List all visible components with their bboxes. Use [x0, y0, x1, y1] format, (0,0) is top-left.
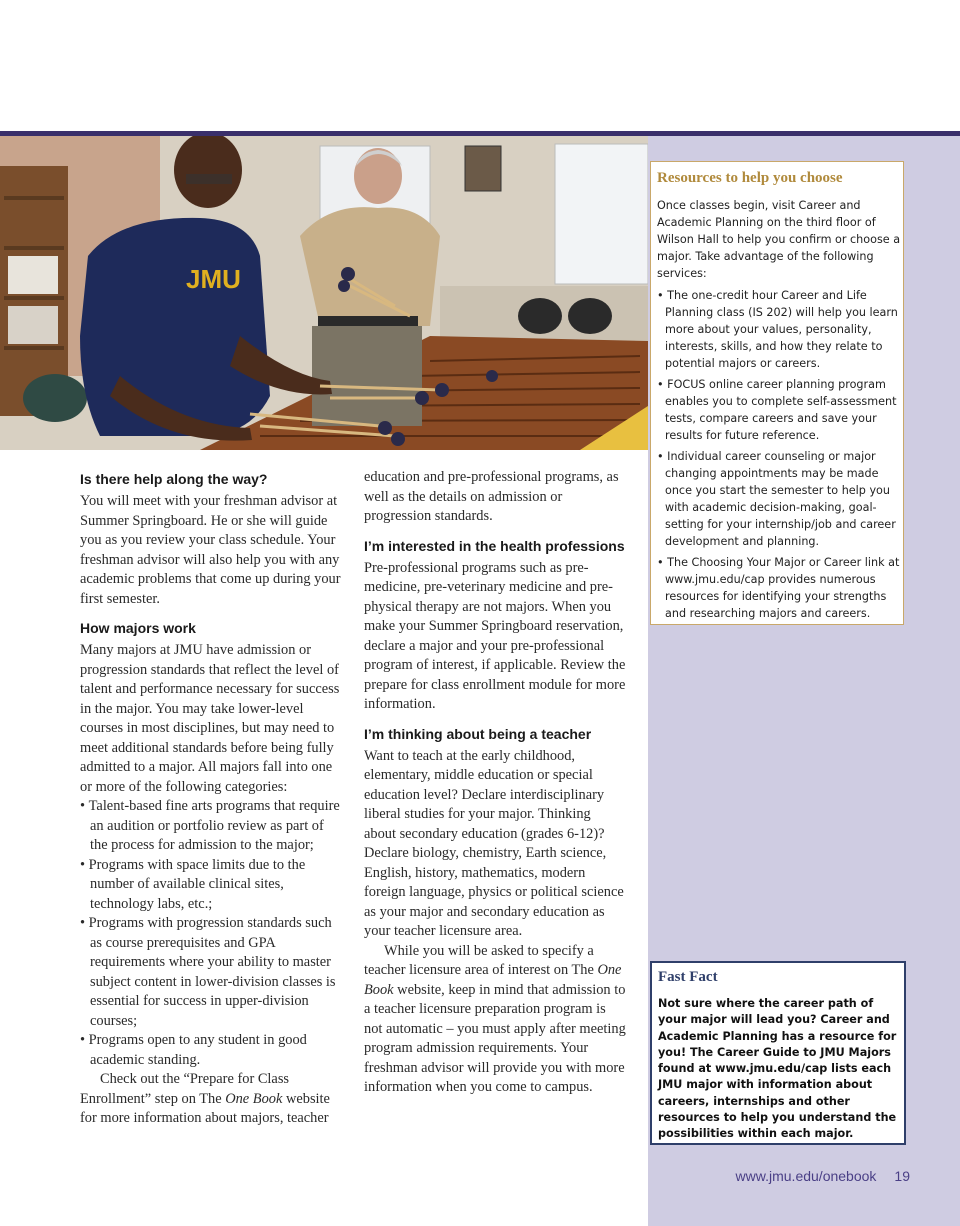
paragraph-help: You will meet with your freshman advisor at Summer Springboard. He or she will guide you as you review your class schedule. Your freshman advisor will also help you with any academic problems that come up during your first semester. — [80, 493, 341, 607]
list-item: • The one-credit hour Career and Life Planning class (IS 202) will help you learn more about your values, personality, interests, skills, and how they relate to potential majors or careers. — [657, 287, 903, 372]
major-categories-list — [80, 797, 342, 1070]
list-item: • Programs with progression standards such as course prerequisites and GPA requirements where your ability to master subject content in lower-division classes is essential for success in upper-division courses; — [80, 914, 342, 1031]
list-item: • Individual career counseling or major changing appointments may be made once you start the semester to help you with academic decision-making, goal-setting for your internship/job and career development and planning. — [657, 448, 903, 550]
one-book-italic: One Book — [364, 962, 622, 998]
fast-fact-title: Fast Fact — [658, 969, 718, 985]
heading-teacher: I’m thinking about being a teacher — [364, 725, 592, 742]
footer-url[interactable]: www.jmu.edu/onebook — [735, 1168, 877, 1184]
heading-health-professions: I’m interested in the health professions — [364, 537, 625, 554]
shirt-logo-text: JMU — [186, 264, 241, 294]
text-span: While you will be asked to specify a teacher licensure area of interest on The — [364, 942, 598, 978]
resources-list — [657, 287, 903, 622]
list-item: • Talent-based fine arts programs that require an audition or portfolio review as part of the process for admission to the major; — [80, 797, 342, 856]
page-number: 19 — [894, 1168, 910, 1184]
fast-fact-box — [650, 961, 906, 1145]
heading-help: Is there help along the way? — [80, 471, 268, 487]
photo-marimba-players — [0, 136, 648, 450]
paragraph-health: Pre-professional programs such as pre-medicine, pre-veterinary medicine and pre-physical therapy are not majors. When you make your Summer Springboard reservation, declare a major and your pre-professional program of interest, if applicable. Review the prepare for class enrollment module for more information. — [364, 559, 626, 712]
paragraph-teacher: Want to teach at the early childhood, elementary, middle education or special education level? Declare interdisciplinary liberal studies for your major. Thinking about secondary education (grades 6-12)? Declare biology, chemistry, Earth science, English, history, mathematics, modern foreign language, physics or political science as your major and secondary education as your teacher licensure area. — [364, 747, 624, 939]
list-item: • Programs with space limits due to the number of available clinical sites, technology labs, etc.; — [80, 856, 342, 915]
text-span: website for more information about majors, teacher — [80, 1090, 330, 1126]
text-span: website, keep in mind that admission to a teacher licensure preparation program is not automatic – you must apply after meeting program admission requirements. Your freshman advisor will provide you with more information when you come to campus. — [364, 981, 626, 1095]
paragraph-continued: education and pre-professional programs, as well as the details on admission or progression standards. — [364, 469, 619, 524]
list-item: • Programs open to any student in good academic standing. — [80, 1031, 342, 1070]
fast-fact-body: Not sure where the career path of your major will lead you? Career and Academic Planning has a resource for you! The Career Guide to JMU Majors found at www.jmu.edu/cap lists each JMU major with information about careers, internships and other resources to help you understand the possibilities within each major. — [658, 997, 897, 1141]
paragraph-check-out — [80, 1070, 342, 1129]
heading-how-majors-work: How majors work — [80, 620, 196, 636]
photo-illustration — [0, 136, 648, 450]
resources-intro: Once classes begin, visit Career and Academic Planning on the third floor of Wilson Hall to help you confirm or choose a major. Take advantage of the following services: — [657, 199, 901, 280]
column-middle — [364, 468, 626, 1098]
paragraph-licensure — [364, 942, 626, 1098]
paragraph-majors: Many majors at JMU have admission or progression standards that reflect the level of talent and performance necessary for success in the major. You may take lower-level courses in most disciplines, but may need to meet additional standards before being fully admitted to a major. All majors fall into one or more of the following categories: — [80, 642, 340, 795]
column-left — [80, 468, 342, 1129]
one-book-italic: One Book — [225, 1090, 283, 1107]
resources-sidebar-box — [650, 161, 904, 625]
resources-title: Resources to help you choose — [657, 170, 843, 186]
page-footer — [700, 1168, 910, 1184]
list-item: • FOCUS online career planning program enables you to complete self-assessment tests, compare careers and save your results for future reference. — [657, 376, 903, 444]
text-span: Check out the “Prepare for Class Enrollment” step on The — [80, 1071, 290, 1107]
list-item: • The Choosing Your Major or Career link at www.jmu.edu/cap provides numerous resources for identifying your strengths and researching majors and careers. — [657, 554, 903, 622]
